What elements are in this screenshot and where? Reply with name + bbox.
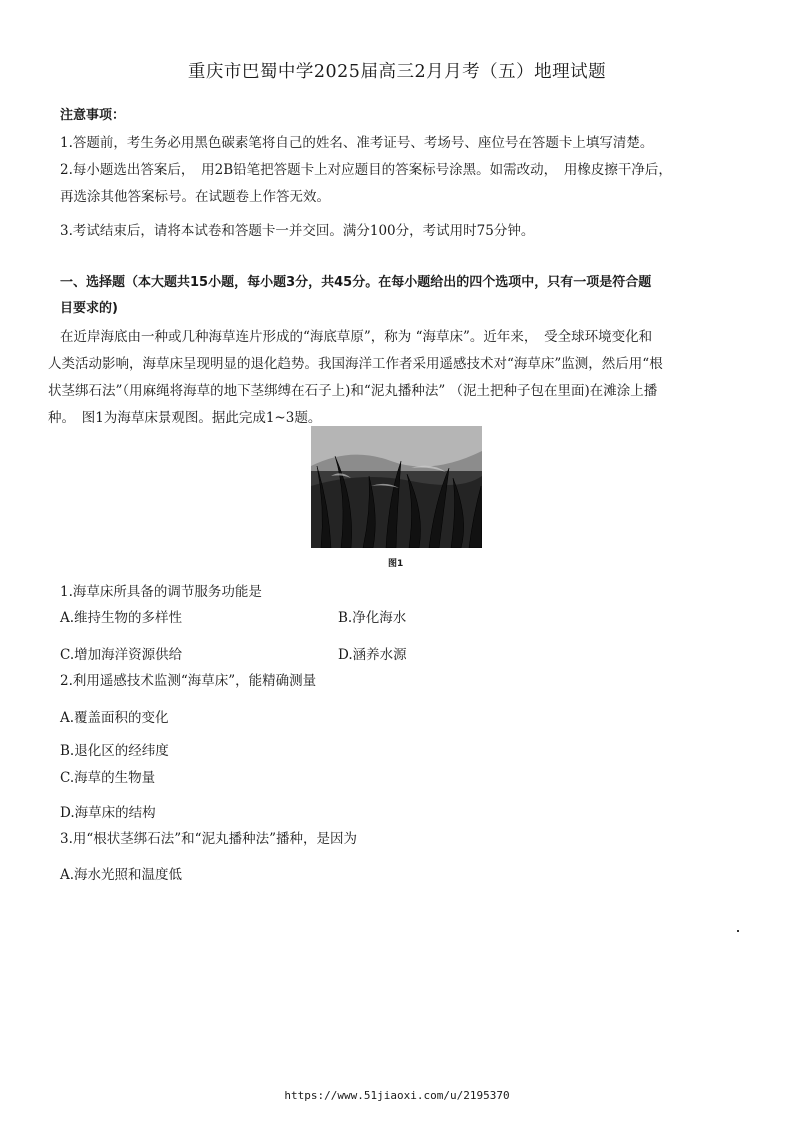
option-a: A.维持生物的多样性 — [60, 610, 183, 626]
option-b: B.退化区的经纬度 — [60, 743, 169, 759]
section-heading-cont: 目要求的) — [60, 301, 118, 316]
note-item: 1.答题前，考生务必用黑色碳素笔将自己的姓名、准考证号、考场号、座位号在答题卡上填写清楚。 — [60, 135, 654, 151]
section-heading: 一、选择题（本大题共15小题，每小题3分，共45分。在每小题给出的四个选项中，只有一项是符合题 — [60, 275, 652, 290]
page-title: 重庆市巴蜀中学2025届高三2月月考（五）地理试题 — [187, 62, 607, 82]
option-c: C.增加海洋资源供给 — [60, 647, 183, 663]
figure-caption: 图1 — [388, 559, 404, 569]
option-d: D.海草床的结构 — [60, 805, 156, 821]
option-a: A.海水光照和温度低 — [60, 867, 183, 883]
seagrass-figure — [311, 426, 482, 548]
note-item: 再选涂其他答案标号。在试题卷上作答无效。 — [60, 189, 330, 205]
question-stem: 2.利用遥感技术监测“海草床”，能精确测量 — [60, 673, 317, 689]
passage-line: 在近岸海底由一种或几种海草连片形成的“海底草原”，称为 “海草床”。近年来， 受全球环境变化和 — [60, 329, 653, 345]
seagrass-illustration — [311, 426, 482, 548]
passage-line: 种。 图1为海草床景观图。据此完成1~3题。 — [48, 410, 322, 426]
option-a: A.覆盖面积的变化 — [60, 710, 169, 726]
passage-line: 人类活动影响，海草床呈现明显的退化趋势。我国海洋工作者采用遥感技术对“海草床”监测，然后用“根 — [48, 356, 663, 372]
option-b: B.净化海水 — [338, 610, 407, 626]
option-c: C.海草的生物量 — [60, 770, 156, 786]
stray-dot — [737, 930, 739, 932]
note-item: 2.每小题选出答案后， 用2B铅笔把答题卡上对应题目的答案标号涂黑。如需改动， 用橡皮擦干净后， — [60, 162, 672, 178]
notes-heading: 注意事项： — [60, 108, 126, 123]
footer-link[interactable]: https://www.51jiaoxi.com/u/2195370 — [284, 1089, 510, 1102]
note-item: 3.考试结束后，请将本试卷和答题卡一并交回。满分100分，考试用时75分钟。 — [60, 223, 535, 239]
option-d: D.涵养水源 — [338, 647, 407, 663]
question-stem: 3.用“根状茎绑石法”和“泥丸播种法”播种，是因为 — [60, 831, 357, 847]
question-stem: 1.海草床所具备的调节服务功能是 — [60, 584, 262, 600]
passage-line: 状茎绑石法”（用麻绳将海草的地下茎绑缚在石子上)和“泥丸播种法” （泥土把种子包在里面)在滩涂上播 — [48, 383, 658, 399]
